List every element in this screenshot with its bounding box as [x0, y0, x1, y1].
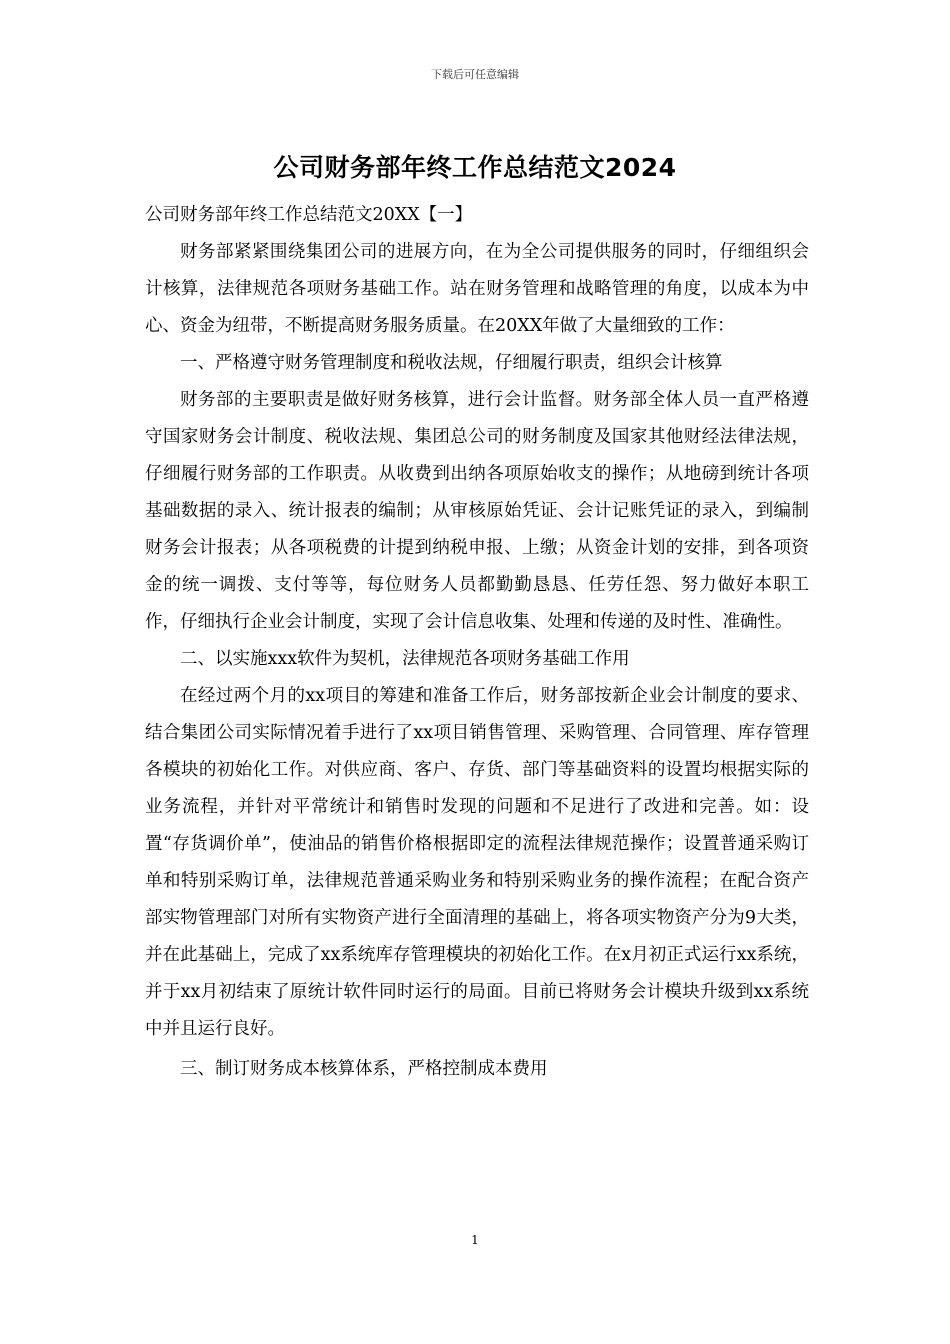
intro-paragraph: 财务部紧紧围绕集团公司的进展方向，在为全公司提供服务的同时，仔细组织会计核算，法律规范各项财务基础工作。站在财务管理和战略管理的角度，以成本为中心、资金为纽带，不断提高财务服务质量。在20XX年做了大量细致的工作：	[145, 242, 809, 336]
document-body	[145, 197, 809, 1088]
section-heading-3: 三、制订财务成本核算体系，严格控制成本费用	[180, 1059, 548, 1079]
document-title: 公司财务部年终工作总结范文2024	[273, 153, 677, 182]
section-2-paragraph: 在经过两个月的xx项目的筹建和准备工作后，财务部按新企业会计制度的要求、结合集团公司实际情况着手进行了xx项目销售管理、采购管理、合同管理、库存管理各模块的初始化工作。对供应商、客户、存货、部门等基础资料的设置均根据实际的业务流程，并针对平常统计和销售时发现的问题和不足进行了改进和完善。如：设置“存货调价单”，使油品的销售价格根据即定的流程法律规范操作；设置普通采购订单和特别采购订单，法律规范普通采购业务和特别采购业务的操作流程；在配合资产部实物管理部门对所有实物资产进行全面清理的基础上，将各项实物资产分为9大类，并在此基础上，完成了xx系统库存管理模块的初始化工作。在x月初正式运行xx系统，并于xx月初结束了原统计软件同时运行的局面。目前已将财务会计模块升级到xx系统中并且运行良好。	[145, 686, 809, 1039]
section-heading-2: 二、以实施xxx软件为契机，法律规范各项财务基础工作用	[180, 649, 630, 669]
page-header: 下载后可任意编辑	[431, 68, 519, 81]
section-heading-1: 一、严格遵守财务管理制度和税收法规，仔细履行职责，组织会计核算	[180, 353, 723, 373]
section-1-paragraph: 财务部的主要职责是做好财务核算，进行会计监督。财务部全体人员一直严格遵守国家财务会计制度、税收法规、集团总公司的财务制度及国家其他财经法律法规，仔细履行财务部的工作职责。从收费到出纳各项原始收支的操作；从地磅到统计各项基础数据的录入、统计报表的编制；从审核原始凭证、会计记账凭证的录入，到编制财务会计报表；从各项税费的计提到纳税申报、上缴；从资金计划的安排，到各项资金的统一调拨、支付等等，每位财务人员都勤勤恳恳、任劳任怨、努力做好本职工作，仔细执行企业会计制度，实现了会计信息收集、处理和传递的及时性、准确性。	[145, 390, 809, 632]
page-number: 1	[471, 1233, 479, 1247]
subtitle-paragraph: 公司财务部年终工作总结范文20XX【一】	[145, 205, 473, 225]
